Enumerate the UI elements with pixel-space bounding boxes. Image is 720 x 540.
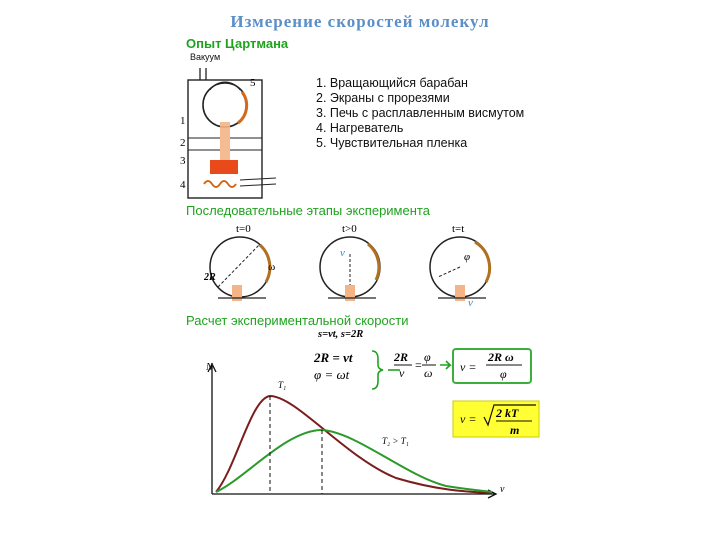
formula-s: s=vt, s=2R	[318, 329, 364, 340]
curve-t2-label: T₂ > T₁	[382, 436, 409, 446]
legend-item: 4. Нагреватель	[316, 121, 404, 135]
ratio-right-num: φ	[424, 350, 431, 364]
result-den: φ	[500, 367, 507, 381]
omega-label: ω	[268, 261, 276, 273]
ratio-left-den: v	[399, 366, 405, 380]
v-label: v	[468, 297, 473, 309]
page-title: Измерение скоростей молекул	[230, 12, 490, 31]
vacuum-label: Вакуум	[190, 52, 221, 62]
label-5: 5	[250, 77, 256, 89]
ratio-right-den: ω	[424, 366, 433, 380]
stage-t0	[203, 223, 275, 301]
apparatus-legend	[316, 76, 524, 151]
r-label: 2R	[204, 272, 216, 283]
stage-t-positive	[320, 223, 380, 301]
label-4: 4	[180, 179, 186, 191]
y-axis-label: N	[206, 362, 213, 373]
curve-t1	[216, 396, 492, 493]
section-heading-stages: Последовательные этапы эксперимента	[186, 203, 430, 218]
speed-distribution-graph	[196, 358, 516, 508]
v-label: v	[340, 247, 345, 259]
curve-t2	[216, 430, 492, 492]
legend-item: 1. Вращающийся барабан	[316, 76, 468, 90]
experiment-stages-diagram	[190, 222, 510, 312]
theory-num: 2 kT	[496, 406, 519, 420]
phi-label: φ	[464, 251, 471, 263]
ratio-eq: =	[415, 358, 422, 372]
label-1: 1	[180, 115, 186, 127]
zartman-apparatus-diagram	[180, 60, 290, 205]
stage-label: t=t	[452, 223, 465, 235]
stage-label: t>0	[342, 223, 357, 235]
legend-item: 5. Чувствительная пленка	[316, 136, 468, 150]
legend-item: 2. Экраны с прорезями	[316, 91, 450, 105]
result-lhs: v =	[460, 360, 477, 374]
stage-t-equals-t	[430, 223, 490, 309]
label-3: 3	[180, 155, 186, 167]
theory-lhs: v =	[460, 412, 477, 426]
ratio-left-num: 2R	[394, 350, 409, 364]
stage-label: t=0	[236, 223, 251, 235]
section-heading-calculation: Расчет экспериментальной скорости	[186, 313, 409, 328]
equation-2: φ = ωt	[314, 367, 350, 382]
result-num: 2R ω	[488, 350, 514, 364]
curve-t1-label: T₁	[278, 380, 287, 390]
equation-1: 2R = vt	[314, 350, 353, 365]
section-heading-zartman: Опыт Цартмана	[186, 36, 289, 51]
theory-den: m	[510, 423, 520, 437]
x-axis-label: v	[500, 484, 505, 495]
legend-item: 3. Печь с расплавленным висмутом	[316, 106, 525, 120]
label-2: 2	[180, 137, 186, 149]
